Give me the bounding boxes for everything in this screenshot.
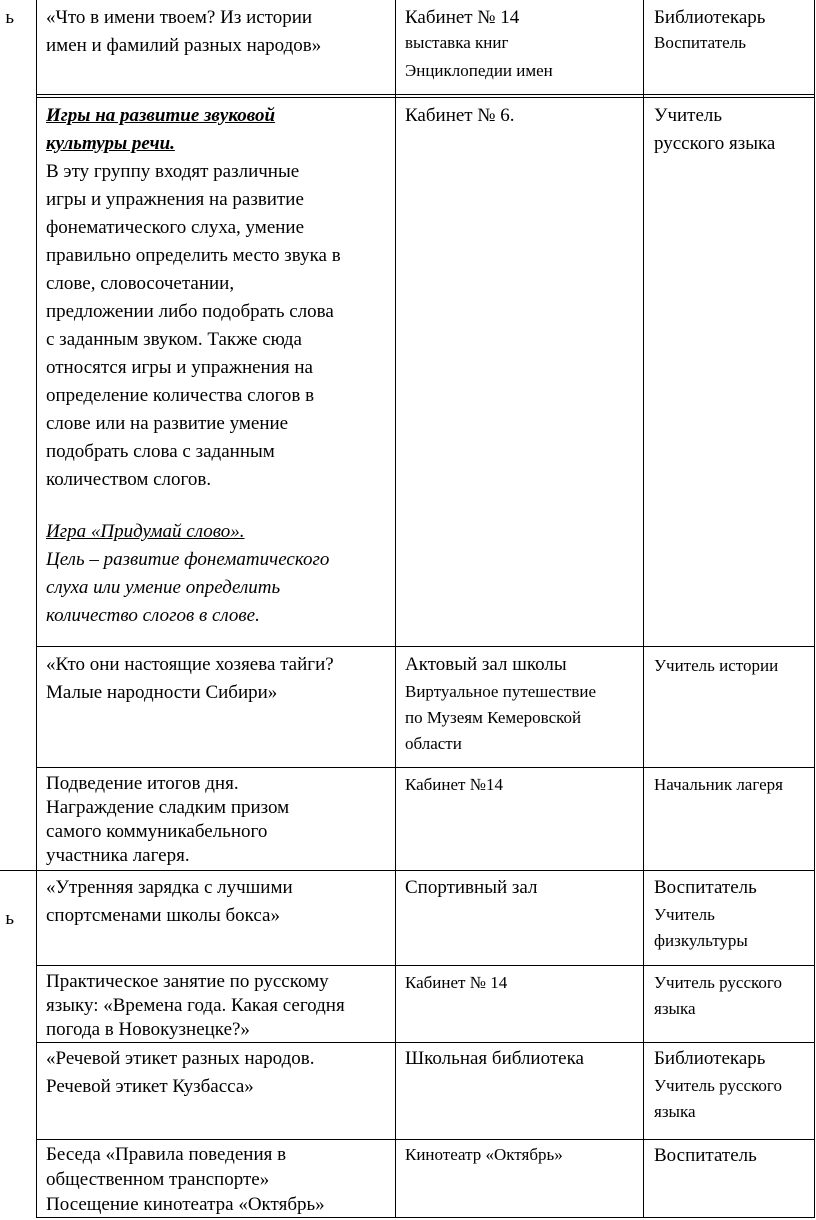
- row-divider: [36, 1139, 815, 1140]
- row-divider: [36, 767, 815, 768]
- responsible-cell: Библиотекарь Воспитатель: [654, 7, 766, 52]
- row-divider: [36, 1042, 815, 1043]
- place-cell: Кинотеатр «Октябрь»: [405, 1145, 563, 1164]
- event-cell: Практическое занятие по русскому языку: «Времена года. Какая сегодня погода в Новокузнецке?»: [46, 971, 345, 1040]
- row-divider: [36, 94, 815, 95]
- event-cell: Игры на развитие звуковой культуры речи. В эту группу входят различные игры и упражнения на развитие фонематического слуха, умение правильно определить место звука в слове, словосочетании, предложении либо подобрать слова с заданным звуком. Также сюда относятся игры и упражнения на определение количества слогов в слове или на развитие умение подобрать слова с заданным количеством слогов. Игра «Придумай слово». Цель – развитие фонематического слуха или умение определить количество слогов в слове.: [46, 102, 391, 630]
- event-cell: Подведение итогов дня. Награждение сладким призом самого коммуникабельного участника лагеря.: [46, 773, 290, 866]
- place-cell: Спортивный зал: [405, 877, 538, 898]
- day-label-fragment: ь: [5, 908, 14, 929]
- event-cell: «Кто они настоящие хозяева тайги? Малые народности Сибири»: [46, 654, 334, 703]
- game-group-title: культуры речи.: [46, 133, 175, 154]
- event-cell: «Речевой этикет разных народов. Речевой этикет Кузбасса»: [46, 1048, 315, 1097]
- responsible-cell: Начальник лагеря: [654, 775, 783, 794]
- responsible-cell: Учитель русского языка: [654, 973, 782, 1018]
- row-divider: [36, 97, 815, 98]
- table-border-col3: [643, 0, 644, 1218]
- row-divider: [36, 965, 815, 966]
- table-border-col2: [395, 0, 396, 1218]
- responsible-cell: Учитель русского языка: [654, 105, 776, 154]
- event-cell: «Что в имени твоем? Из истории имен и фамилий разных народов»: [46, 7, 322, 56]
- place-cell: Кабинет № 14: [405, 973, 508, 992]
- place-cell: Актовый зал школы Виртуальное путешествие по Музеям Кемеровской области: [405, 654, 597, 753]
- table-border-bottom: [36, 1217, 815, 1218]
- place-cell: Кабинет №14: [405, 775, 503, 794]
- row-divider: [36, 646, 815, 647]
- event-cell: «Утренняя зарядка с лучшими спортсменами школы бокса»: [46, 877, 293, 926]
- place-cell: Кабинет № 14 выставка книг Энциклопедии имен: [405, 7, 553, 80]
- day-divider: [0, 870, 815, 871]
- game-group-title: Игры на развитие звуковой: [46, 105, 276, 126]
- place-cell: Школьная библиотека: [405, 1048, 584, 1069]
- responsible-cell: Воспитатель: [654, 1145, 757, 1166]
- day-label-fragment: ь: [5, 7, 14, 28]
- place-cell: Кабинет № 6.: [405, 105, 515, 126]
- responsible-cell: Воспитатель Учитель физкультуры: [654, 877, 757, 950]
- table-border-col1: [36, 0, 37, 1218]
- example-game-title: Игра «Придумай слово».: [46, 521, 245, 542]
- responsible-cell: Учитель истории: [654, 656, 779, 675]
- responsible-cell: Библиотекарь Учитель русского языка: [654, 1048, 782, 1121]
- event-cell: Беседа «Правила поведения в общественном транспорте» Посещение кинотеатра «Октябрь»: [46, 1144, 325, 1215]
- table-border-right: [814, 0, 815, 1218]
